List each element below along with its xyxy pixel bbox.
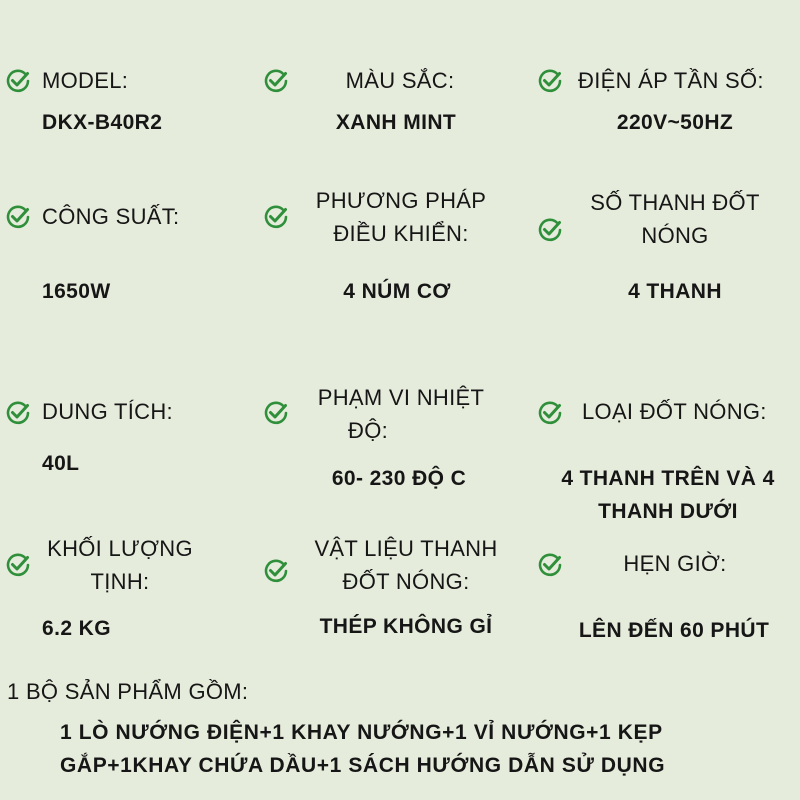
spec-label-model: MODEL: — [42, 68, 129, 93]
spec-label-voltage: ĐIỆN ÁP TẦN SỐ: — [578, 68, 764, 93]
circle-check-icon — [537, 400, 563, 426]
spec-label-line: ĐỐT NÓNG: — [342, 569, 470, 594]
circle-check-icon — [537, 552, 563, 578]
circle-check-icon — [537, 68, 563, 94]
spec-label-color: MÀU SẮC: — [345, 68, 455, 93]
spec-label-line: NÓNG — [641, 223, 709, 248]
package-contents-line: 1 LÒ NƯỚNG ĐIỆN+1 KHAY NƯỚNG+1 VỈ NƯỚNG+1 KẸP — [60, 721, 663, 744]
spec-value-capacity: 40L — [42, 452, 80, 475]
check-icon — [537, 400, 563, 426]
spec-value-model: DKX-B40R2 — [42, 111, 163, 134]
spec-value-timer: LÊN ĐẾN 60 PHÚT — [578, 619, 770, 642]
spec-value-temp-range: 60- 230 ĐỘ C — [331, 467, 467, 490]
spec-label-line: ĐIỀU KHIỂN: — [333, 221, 469, 246]
check-icon — [5, 68, 31, 94]
spec-value-color: XANH MINT — [335, 111, 457, 134]
spec-label-material — [296, 532, 516, 598]
spec-value-net-weight: 6.2 KG — [42, 617, 111, 640]
check-icon — [263, 400, 289, 426]
check-icon — [5, 204, 31, 230]
spec-label-line: PHẠM VI NHIỆT — [317, 385, 485, 410]
spec-value-material: THÉP KHÔNG GỈ — [319, 615, 493, 638]
circle-check-icon — [5, 552, 31, 578]
spec-value-heating-bars: 4 THANH — [628, 280, 722, 303]
package-contents-line: GẮP+1KHAY CHỨA DẦU+1 SÁCH HƯỚNG DẪN SỬ DỤNG — [60, 754, 666, 777]
spec-value-voltage: 220V~50HZ — [616, 111, 734, 134]
check-icon — [263, 68, 289, 94]
check-icon — [537, 68, 563, 94]
spec-label-heating-bars — [570, 186, 780, 252]
spec-value-heating-type — [538, 462, 798, 528]
spec-value-line: 4 THANH TRÊN VÀ 4 — [561, 467, 775, 490]
circle-check-icon — [263, 400, 289, 426]
spec-label-heating-type: LOẠI ĐỐT NÓNG: — [582, 399, 767, 424]
circle-check-icon — [263, 558, 289, 584]
spec-label-capacity: DUNG TÍCH: — [42, 399, 173, 424]
spec-label-line: TỊNH: — [90, 569, 150, 594]
circle-check-icon — [5, 400, 31, 426]
check-icon — [263, 558, 289, 584]
spec-value-line: THANH DƯỚI — [598, 500, 738, 523]
spec-label-power: CÔNG SUẤT: — [42, 204, 180, 229]
spec-label-line: PHƯƠNG PHÁP — [315, 188, 487, 213]
package-contents — [60, 716, 780, 782]
spec-label-net-weight — [30, 532, 210, 598]
spec-value-power: 1650W — [42, 280, 111, 303]
circle-check-icon — [5, 68, 31, 94]
check-icon — [5, 400, 31, 426]
spec-label-line: ĐỘ: — [348, 418, 389, 443]
spec-value-control: 4 NÚM CƠ — [343, 280, 451, 303]
spec-label-line: KHỐI LƯỢNG — [47, 536, 193, 561]
spec-label-line: SỐ THANH ĐỐT — [590, 190, 760, 215]
check-icon — [263, 204, 289, 230]
package-label: 1 BỘ SẢN PHẨM GỒM: — [7, 679, 249, 704]
circle-check-icon — [5, 204, 31, 230]
spec-label-line: VẬT LIỆU THANH — [314, 536, 498, 561]
check-icon — [537, 217, 563, 243]
circle-check-icon — [263, 68, 289, 94]
circle-check-icon — [263, 204, 289, 230]
circle-check-icon — [537, 217, 563, 243]
spec-label-temp-range — [296, 381, 506, 447]
check-icon — [537, 552, 563, 578]
check-icon — [5, 552, 31, 578]
spec-label-timer: HẸN GIỜ: — [623, 551, 727, 576]
spec-label-control — [296, 184, 506, 250]
